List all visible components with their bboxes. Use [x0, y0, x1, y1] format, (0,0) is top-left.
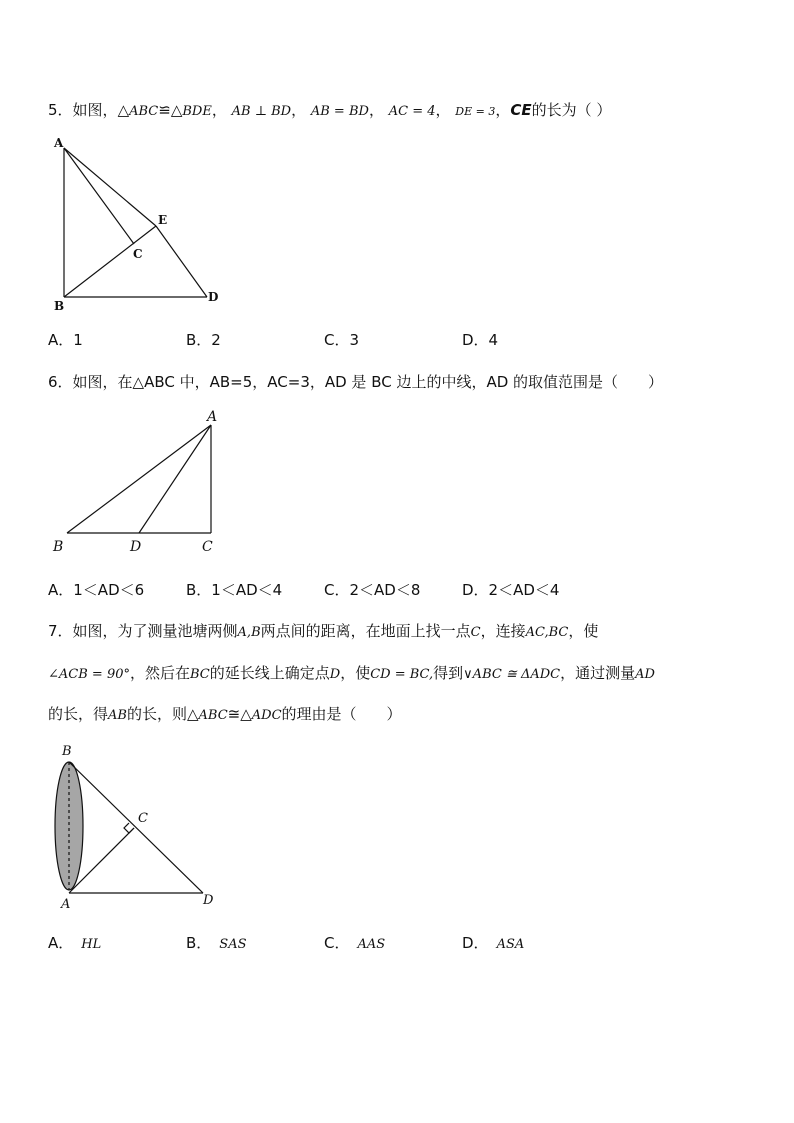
q7-label-b: B: [62, 744, 72, 759]
q6-label-c: C: [202, 539, 213, 555]
q5-option-a[interactable]: A．1: [48, 331, 83, 349]
q7-stem-line1: 7．如图，为了测量池塘两侧A,B两点间的距离，在地面上找一点C，连接AC,BC，使: [48, 622, 599, 640]
q7-stem-line3: 的长，得AB的长，则△ABC≅△ADC的理由是（ ）: [48, 705, 402, 723]
q6-stem: 6．如图，在△ABC 中，AB=5，AC=3，AD 是 BC 边上的中线，AD 的取值范围是（ ）: [48, 373, 664, 391]
q6-option-a[interactable]: A．1＜AD＜6: [48, 581, 145, 599]
q5-label-d: D: [208, 290, 219, 304]
q5-label-e: E: [158, 213, 168, 227]
q5-label-a: A: [54, 136, 64, 150]
q6-label-d: D: [130, 539, 142, 555]
q6-label-b: B: [53, 539, 64, 555]
q7-label-c: C: [138, 811, 148, 826]
q5-option-b[interactable]: B．2: [186, 331, 221, 349]
q5-number: 5．: [48, 101, 73, 119]
q6-option-c[interactable]: C．2＜AD＜8: [324, 581, 421, 599]
q5-option-c[interactable]: C．3: [324, 331, 360, 349]
q6-option-b[interactable]: B．1＜AD＜4: [186, 581, 283, 599]
q7-option-a[interactable]: A． HL: [48, 934, 102, 952]
q7-option-d[interactable]: D． ASA: [462, 934, 525, 952]
q7-label-a: A: [61, 897, 71, 912]
q7-label-d: D: [203, 893, 214, 908]
q7-option-b[interactable]: B． SAS: [186, 934, 247, 952]
q7-stem-line2: ∠ACB = 90°，然后在BC的延长线上确定点D，使CD = BC,得到∨ABC ≅ ΔADC，通过测量AD: [48, 664, 655, 682]
q5-stem: 5．如图，△ABC≌△BDE， AB ⊥ BD， AB = BD， AC = 4， DE = 3，CE的长为（ ）: [48, 101, 612, 119]
q7-option-c[interactable]: C． AAS: [324, 934, 386, 952]
q6-option-d[interactable]: D．2＜AD＜4: [462, 581, 560, 599]
q6-label-a: A: [207, 409, 218, 425]
q5-label-c: C: [133, 247, 143, 261]
q5-option-d[interactable]: D．4: [462, 331, 499, 349]
q5-label-b: B: [54, 299, 65, 313]
